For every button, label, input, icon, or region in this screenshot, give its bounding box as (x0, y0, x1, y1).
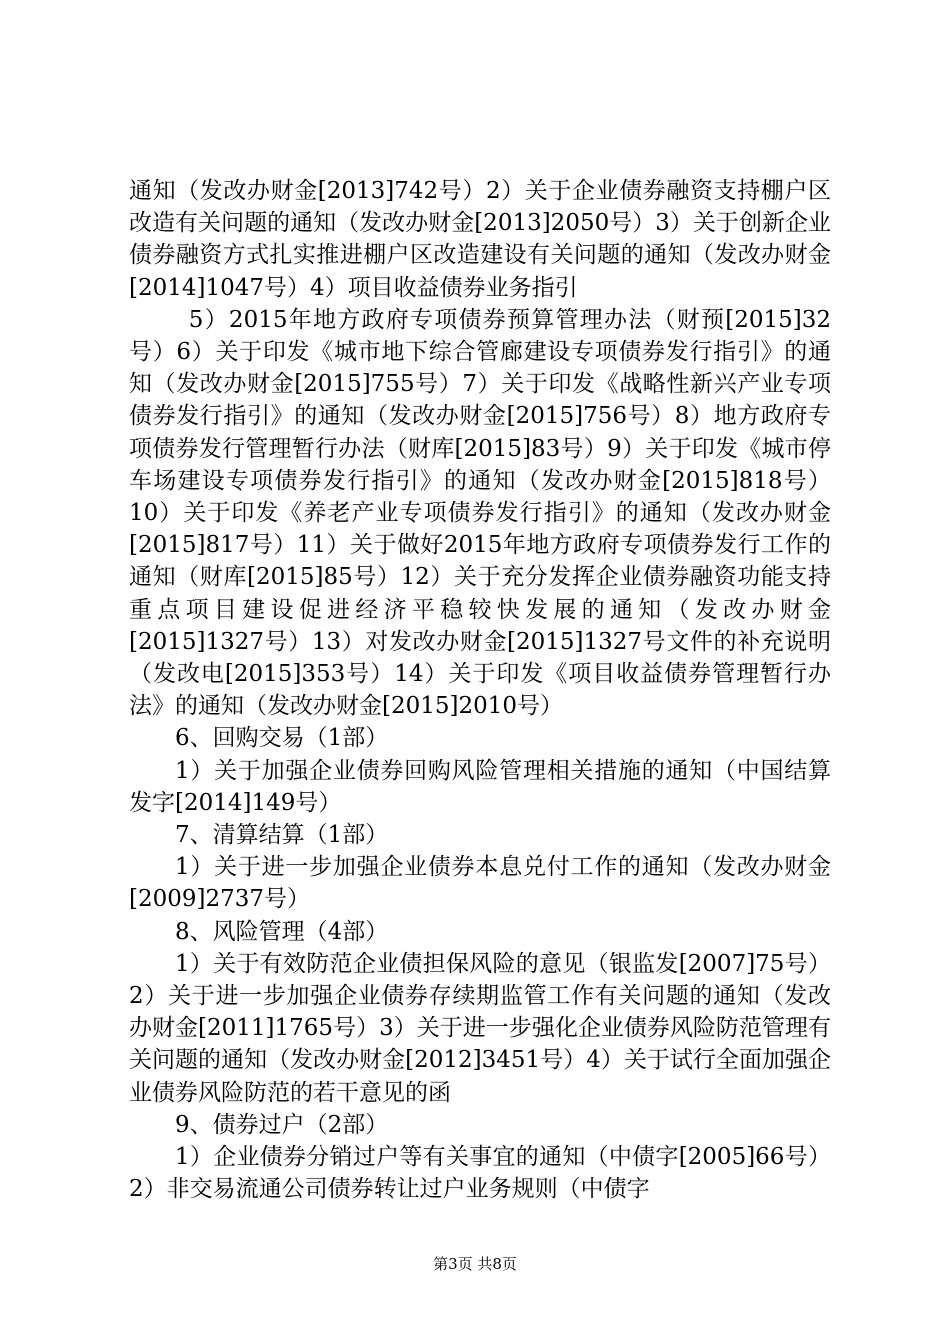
section-heading-clearing: 7、清算结算（1部） (175, 822, 389, 849)
page-number: 第3页 共8页 (433, 1255, 517, 1273)
paragraph-risk-items: 1）关于有效防范企业债担保风险的意见（银监发[2007]75号）2）关于进一步加强企业债券存续期监管工作有关问题的通知（发改办财金[2011]1765号）3）关于进一步强化企业债券风险防范管理有关问题的通知（发改办财金[2012]3451号）4）关于试行全面加强企业债券风险防范的若干意见的函 (129, 950, 831, 1106)
paragraph-transfer-items: 1）企业债券分销过户等有关事宜的通知（中债字[2005]66号）2）非交易流通公司债券转让过户业务规则（中债字 (129, 1144, 831, 1203)
section-heading-transfer: 9、债券过户（2部） (175, 1111, 389, 1138)
paragraph-special-bond-list: 5）2015年地方政府专项债券预算管理办法（财预[2015]32号）6）关于印发《城市地下综合管廊建设专项债券发行指引》的通知（发改办财金[2015]755号）7）关于印发《战略性新兴产业专项债券发行指引》的通知（发改办财金[2015]756号）8）地方政府专项债券发行管理暂行办法（财库[2015]83号）9）关于印发《城市停车场建设专项债券发行指引》的通知（发改办财金[2015]818号）10）关于印发《养老产业专项债券发行指引》的通知（发改办财金[2015]817号）11）关于做好2015年地方政府专项债券发行工作的通知（财库[2015]85号）12）关于充分发挥企业债券融资功能支持重点项目建设促进经济平稳较快发展的通知（发改办财金[2015]1327号）13）对发改办财金[2015]1327号文件的补充说明（发改电[2015]353号）14）关于印发《项目收益债券管理暂行办法》的通知（发改办财金[2015]2010号） (129, 306, 831, 720)
document-body (129, 175, 831, 1206)
paragraph-continuation: 通知（发改办财金[2013]742号）2）关于企业债券融资支持棚户区改造有关问题的通知（发改办财金[2013]2050号）3）关于创新企业债券融资方式扎实推进棚户区改造建设有关问题的通知（发改办财金[2014]1047号）4）项目收益债券业务指引 (129, 178, 831, 301)
paragraph-clearing-items: 1）关于进一步加强企业债券本息兑付工作的通知（发改办财金[2009]2737号） (129, 854, 831, 913)
section-heading-repo: 6、回购交易（1部） (175, 725, 389, 752)
paragraph-repo-items: 1）关于加强企业债券回购风险管理相关措施的通知（中国结算发字[2014]149号） (129, 757, 831, 816)
page-footer (0, 1254, 950, 1274)
section-heading-risk: 8、风险管理（4部） (175, 918, 389, 945)
